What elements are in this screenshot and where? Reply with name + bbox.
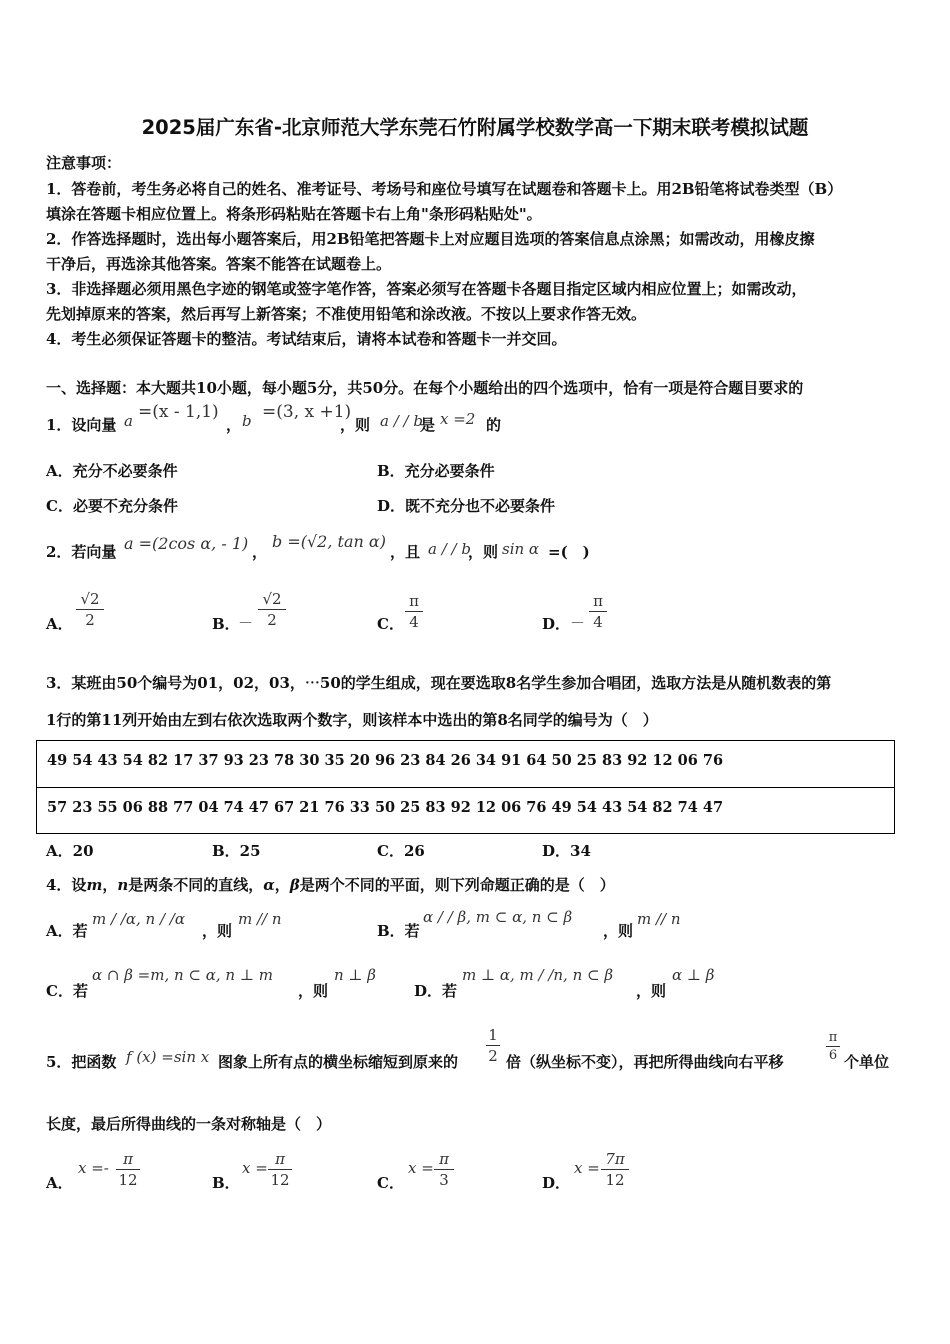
q5-text-3: 倍（纵坐标不变），再把所得曲线向右平移 [506, 1053, 784, 1071]
notice-line-2: 填涂在答题卡相应位置上。将条形码粘贴在答题卡右上角"条形码粘贴处"。 [46, 205, 542, 223]
notice-line-1: 1．答卷前，考生务必将自己的姓名、准考证号、考场号和座位号填写在试题卷和答题卡上。用2B铅笔将试卷类型（B） [46, 180, 843, 198]
q4-n: n [117, 876, 129, 894]
q4-d-condition: m ⊥ α, m / /n, n ⊂ β [462, 966, 614, 984]
q2-text-1: 2．若向量 [46, 543, 117, 561]
q1-comma: ， [226, 416, 242, 434]
q4-c-result: n ⊥ β [334, 966, 376, 984]
frac-den: 3 [439, 1171, 449, 1189]
q4-text-2: 是两条不同的直线， [128, 876, 264, 894]
q2-math-sin: sin α [502, 540, 540, 558]
q1-text-3: 是 [420, 416, 436, 434]
q4-sep-2: ， [274, 876, 290, 894]
frac-den: 12 [270, 1171, 290, 1189]
q5-text-2: 图象上所有点的横坐标缩短到原来的 [218, 1053, 459, 1071]
q2-option-d-minus: － [570, 614, 586, 632]
q1-math-x: x =2 [440, 410, 476, 428]
notice-heading: 注意事项： [46, 154, 122, 172]
q1-option-b: B．充分必要条件 [377, 462, 495, 480]
q1-text-1: 1．设向量 [46, 416, 117, 434]
q4-sep-1: ， [102, 876, 118, 894]
q1-math-b: b [242, 412, 252, 430]
q4-d-result: α ⊥ β [672, 966, 715, 984]
q5-text-1: 5．把函数 [46, 1053, 117, 1071]
frac-den: 4 [593, 613, 603, 631]
q4-m: m [86, 876, 103, 894]
frac-den: 2 [85, 611, 95, 629]
frac-num: π [593, 592, 603, 610]
q4-a-condition: m / /α, n / /α [92, 910, 185, 928]
q4-d-label: D．若 [414, 982, 458, 1000]
q5-option-c-label: C． [377, 1174, 404, 1192]
q5-option-d-label: D． [542, 1174, 571, 1192]
q2-option-c-value [405, 592, 423, 631]
q4-c-label: C．若 [46, 982, 88, 1000]
q5-option-a-value [116, 1150, 140, 1189]
frac-num: π [828, 1030, 838, 1045]
frac-num: π [409, 592, 419, 610]
notice-line-6: 先划掉原来的答案，然后再写上新答案；不准使用铅笔和涂改液。不按以上要求作答无效。 [46, 305, 647, 323]
q5-option-d-value [601, 1150, 629, 1189]
q5-text-4: 个单位 [844, 1053, 890, 1071]
q2-option-b-value [258, 590, 286, 629]
q4-c-condition: α ∩ β =m, n ⊂ α, n ⊥ m [92, 966, 273, 984]
q2-text-2: ，且 [390, 543, 421, 561]
q5-shift [826, 1030, 840, 1063]
frac-num: π [439, 1150, 449, 1168]
notice-line-5: 3．非选择题必须用黑色字迹的钢笔或签字笔作答，答案必须写在答题卡各题目指定区域内相应位置上；如需改动， [46, 280, 807, 298]
frac-num: √2 [262, 590, 282, 608]
q2-option-d-label: D． [542, 615, 571, 633]
q4-text-3: 是两个不同的平面，则下列命题正确的是（ ） [299, 876, 615, 894]
frac-num: π [275, 1150, 285, 1168]
q3-option-c: C．26 [377, 842, 425, 860]
table-row [37, 788, 894, 834]
frac-num: 1 [488, 1026, 498, 1044]
q4-b-condition: α / / β, m ⊂ α, n ⊂ β [423, 908, 573, 926]
frac-num: 7π [605, 1150, 625, 1168]
q1-option-d: D．既不充分也不必要条件 [377, 497, 556, 515]
q1-math-parallel: a / / b [380, 412, 423, 430]
q5-option-b-prefix: x = [242, 1159, 268, 1177]
q1-option-a: A．充分不必要条件 [46, 462, 178, 480]
q2-comma: ， [252, 543, 268, 561]
q4-beta: β [289, 876, 300, 894]
q5-function: f (x) =sin x [126, 1048, 210, 1066]
q1-math-b-eq: =(3, x +1) [262, 402, 352, 422]
q5-option-a-prefix: x =- [78, 1159, 109, 1177]
q4-b-result: m // n [637, 910, 681, 928]
q1-math-a: a [124, 412, 133, 430]
notice-line-4: 干净后，再选涂其他答案。答案不能答在试题卷上。 [46, 255, 392, 273]
q2-option-b-label: B． [212, 615, 240, 633]
q2-math-parallel: a / / b [428, 540, 471, 558]
q5-option-a-label: A． [46, 1174, 73, 1192]
table-cell: 49 54 43 54 82 17 37 93 23 78 30 35 20 96 23 84 26 34 91 64 50 25 83 92 12 06 76 [47, 752, 724, 769]
q5-option-c-prefix: x = [408, 1159, 434, 1177]
frac-den: 12 [118, 1171, 138, 1189]
q5-option-b-label: B． [212, 1174, 240, 1192]
page-title: 2025届广东省-北京师范大学东莞石竹附属学校数学高一下期末联考模拟试题 [141, 116, 809, 139]
q5-option-b-value [268, 1150, 292, 1189]
q2-math-a: a =(2cos α, - 1) [124, 534, 249, 553]
q2-math-b: b =(√2, tan α) [272, 532, 386, 551]
section-heading: 一、选择题：本大题共10小题，每小题5分，共50分。在每个小题给出的四个选项中，恰有一项是符合题目要求的 [46, 379, 804, 397]
q4-text-1: 4．设 [46, 876, 87, 894]
q4-a-label: A．若 [46, 922, 88, 940]
frac-den: 6 [828, 1048, 838, 1063]
q2-text-4: =( ) [548, 543, 590, 561]
frac-den: 2 [267, 611, 277, 629]
q4-b-then: ，则 [603, 922, 634, 940]
q3-option-a: A．20 [46, 842, 94, 860]
q2-option-d-value [589, 592, 607, 631]
q3-line-1: 3．某班由50个编号为01，02，03，⋯50的学生组成，现在要选取8名学生参加合唱团，选取方法是从随机数表的第 [46, 674, 832, 692]
q1-text-2: ，则 [340, 416, 371, 434]
frac-num: √2 [80, 590, 100, 608]
q3-line-2: 1行的第11列开始由左到右依次选取两个数字，则该样本中选出的第8名同学的编号为（ ） [46, 711, 658, 729]
notice-line-7: 4．考生必须保证答题卡的整洁。考试结束后，请将本试卷和答题卡一并交回。 [46, 330, 567, 348]
random-number-table [36, 740, 895, 834]
q2-text-3: ，则 [468, 543, 499, 561]
notice-line-3: 2．作答选择题时，选出每小题答案后，用2B铅笔把答题卡上对应题目选项的答案信息点涂黑；如需改动，用橡皮擦 [46, 230, 815, 248]
q2-option-a-value [76, 590, 104, 629]
q3-option-b: B．25 [212, 842, 261, 860]
q4-d-then: ，则 [636, 982, 667, 1000]
q4-a-then: ，则 [202, 922, 233, 940]
question-4 [46, 874, 615, 895]
q1-text-4: 的 [486, 416, 502, 434]
q4-b-label: B．若 [377, 922, 420, 940]
q1-option-c: C．必要不充分条件 [46, 497, 178, 515]
frac-den: 4 [409, 613, 419, 631]
q5-option-d-prefix: x = [574, 1159, 600, 1177]
frac-den: 12 [605, 1171, 625, 1189]
q5-line-2: 长度，最后所得曲线的一条对称轴是（ ） [46, 1115, 332, 1133]
q4-alpha: α [263, 876, 275, 894]
q5-option-c-value [434, 1150, 454, 1189]
table-row [37, 741, 894, 788]
q4-a-result: m // n [238, 910, 282, 928]
table-cell: 57 23 55 06 88 77 04 74 47 67 21 76 33 50 25 83 92 12 06 76 49 54 43 54 82 74 47 [47, 799, 724, 816]
q2-option-b-minus: － [238, 614, 254, 632]
q3-option-d: D．34 [542, 842, 591, 860]
q4-c-then: ，则 [298, 982, 329, 1000]
q5-half [486, 1026, 500, 1065]
q1-math-a-eq: =(x - 1,1) [138, 402, 219, 422]
q2-option-c-label: C． [377, 615, 404, 633]
frac-den: 2 [488, 1047, 498, 1065]
q2-option-a-label: A． [46, 615, 73, 633]
frac-num: π [123, 1150, 133, 1168]
